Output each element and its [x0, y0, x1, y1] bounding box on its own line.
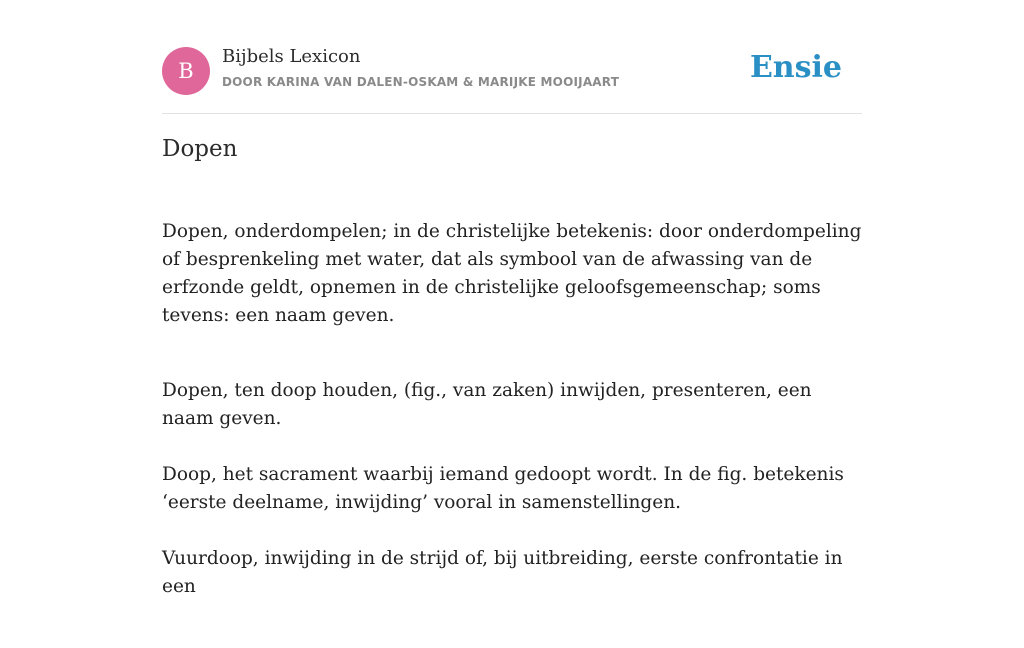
page-container — [162, 0, 862, 597]
entry-title: Dopen — [162, 136, 238, 162]
authors-byline: DOOR KARINA VAN DALEN-OSKAM & MARIJKE MOOIJAART — [222, 75, 620, 89]
header — [162, 0, 862, 114]
entry-paragraph-2: Dopen, ten doop houden, (fig., van zaken) inwijden, presenteren, een naam geven. Doop, het sacrament waarbij iemand gedoopt wordt. In de fig. betekenis ‘eerste deelname, inwijding’ vooral in samenstellingen. Vuurdoop, inwijding in de strijd of, bij uitbreiding, eerste confrontatie in een — [162, 380, 844, 597]
ensie-logo[interactable]: Ensie — [749, 50, 842, 85]
avatar[interactable]: B — [162, 47, 210, 95]
book-title[interactable]: Bijbels Lexicon — [222, 46, 361, 67]
entry-paragraph-1: Dopen, onderdompelen; in de christelijke betekenis: door onderdompeling of besprenkeling met water, dat als symbool van de afwassing van de erfzonde geldt, opnemen in de christelijke geloofsgemeenschap; soms tevens: een naam geven. — [162, 221, 862, 326]
entry-body — [162, 190, 862, 648]
